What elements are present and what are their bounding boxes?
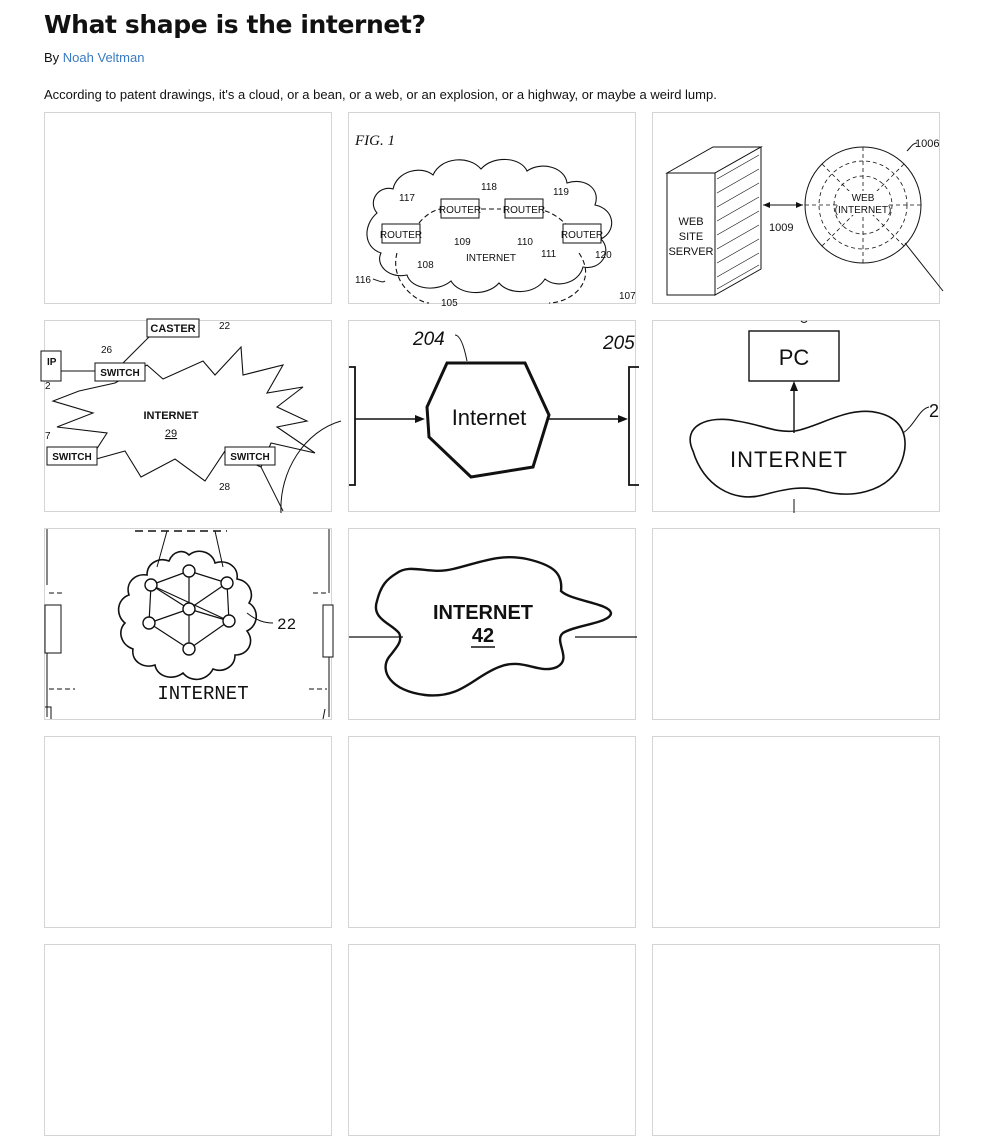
router-label: ROUTER xyxy=(502,205,546,216)
left-bracket xyxy=(349,367,355,485)
patent-tile-empty[interactable] xyxy=(44,112,332,304)
internet-label: INTERNET xyxy=(730,447,848,472)
patent-tile-empty[interactable] xyxy=(44,736,332,928)
patent-tile-hexagon[interactable] xyxy=(348,320,636,512)
patent-tile-empty[interactable] xyxy=(652,528,940,720)
switch-label: SWITCH xyxy=(52,452,92,463)
leader-line xyxy=(373,279,385,282)
patent-tile-explosion[interactable] xyxy=(44,320,332,512)
switch-label: SWITCH xyxy=(230,452,270,463)
web-label: (INTERNET) xyxy=(834,205,892,216)
bean-drawing xyxy=(653,321,939,511)
ref-number: 117 xyxy=(399,193,415,204)
router-label: ROUTER xyxy=(379,230,423,241)
ref-number: 105 xyxy=(441,298,458,309)
patent-tile-empty[interactable] xyxy=(348,944,636,1136)
lump-drawing xyxy=(349,529,635,719)
ref-number: 1006 xyxy=(915,138,940,150)
page-title: What shape is the internet? xyxy=(44,10,426,39)
web-label: WEB xyxy=(851,193,875,204)
hexagon-drawing xyxy=(349,321,635,511)
server-label: WEB xyxy=(678,216,704,228)
patent-tile-empty[interactable] xyxy=(652,944,940,1136)
ref-number: 120 xyxy=(595,250,612,261)
router-label: ROUTER xyxy=(438,205,482,216)
right-bracket xyxy=(629,367,639,485)
arrowhead xyxy=(415,415,425,423)
patent-tile-web[interactable] xyxy=(652,112,940,304)
left-box xyxy=(45,605,61,653)
ref-number: 28 xyxy=(219,482,231,493)
leader-line xyxy=(801,321,807,323)
ref-number: 22 xyxy=(277,616,297,634)
author-link[interactable]: Noah Veltman xyxy=(62,50,145,65)
connector-line xyxy=(121,337,149,365)
arc-shape xyxy=(281,421,341,513)
switch-label: SWITCH xyxy=(100,368,140,379)
router-label: ROUTER xyxy=(560,230,604,241)
arrowhead xyxy=(618,415,628,423)
ref-number: 116 xyxy=(355,275,371,286)
byline xyxy=(44,50,144,65)
right-box xyxy=(323,605,333,657)
mesh-drawing xyxy=(45,529,331,719)
ref-number: 2 xyxy=(929,401,940,421)
internet-label: INTERNET xyxy=(143,410,199,422)
frame-corner xyxy=(45,707,325,719)
patent-tile-bean[interactable] xyxy=(652,320,940,512)
ref-number: 2 xyxy=(45,381,51,392)
ref-number: 7 xyxy=(45,431,51,442)
server-side xyxy=(715,147,761,295)
server-label: SERVER xyxy=(668,246,714,258)
web-drawing xyxy=(653,113,939,303)
ref-number: 107 xyxy=(619,291,636,302)
ref-number: 29 xyxy=(164,428,178,440)
leader-line xyxy=(903,407,929,433)
internet-label: INTERNET xyxy=(433,602,533,624)
ref-number: 204 xyxy=(413,329,445,350)
fig-label: FIG. 1 xyxy=(355,133,395,149)
patent-tile-empty[interactable] xyxy=(348,736,636,928)
leader-line xyxy=(247,613,273,623)
arrowhead xyxy=(790,381,798,391)
pc-label: PC xyxy=(778,345,810,370)
patent-tile-cloud[interactable] xyxy=(348,112,636,309)
ref-number: 108 xyxy=(417,260,434,271)
server-label: SITE xyxy=(678,231,704,243)
ref-number: 119 xyxy=(553,187,569,198)
article-description: According to patent drawings, it's a cloud, or a bean, or a web, or an explosion, or a highway, or maybe a weird lump. xyxy=(44,87,717,102)
internet-label: INTERNET xyxy=(466,253,516,264)
arrowhead xyxy=(796,202,803,208)
internet-label: INTERNET xyxy=(157,683,249,705)
ref-number: 22 xyxy=(219,321,231,332)
patent-tile-lump[interactable] xyxy=(348,528,636,720)
arrowhead xyxy=(763,202,770,208)
ref-number: 42 xyxy=(471,625,495,647)
antenna-line xyxy=(157,531,223,567)
ref-number: 26 xyxy=(101,345,113,356)
ref-number: 1009 xyxy=(769,222,794,234)
ref-number: 110 xyxy=(517,237,533,248)
connector-line xyxy=(261,467,283,511)
ref-number: 109 xyxy=(454,237,471,248)
internet-label: Internet xyxy=(451,405,527,430)
byline-prefix: By xyxy=(44,50,60,65)
ref-number: 111 xyxy=(541,249,557,260)
ref-number: 205 xyxy=(603,333,635,354)
ip-label: IP xyxy=(47,357,57,368)
cloud-drawing xyxy=(349,113,636,309)
ref-number: 118 xyxy=(481,182,497,193)
magnifier-handle xyxy=(905,243,943,291)
leader-line xyxy=(455,335,467,361)
explosion-drawing xyxy=(45,321,331,511)
patent-tile-mesh[interactable] xyxy=(44,528,332,720)
caster-label: CASTER xyxy=(150,323,196,335)
patent-tile-empty[interactable] xyxy=(652,736,940,928)
patent-tile-empty[interactable] xyxy=(44,944,332,1136)
